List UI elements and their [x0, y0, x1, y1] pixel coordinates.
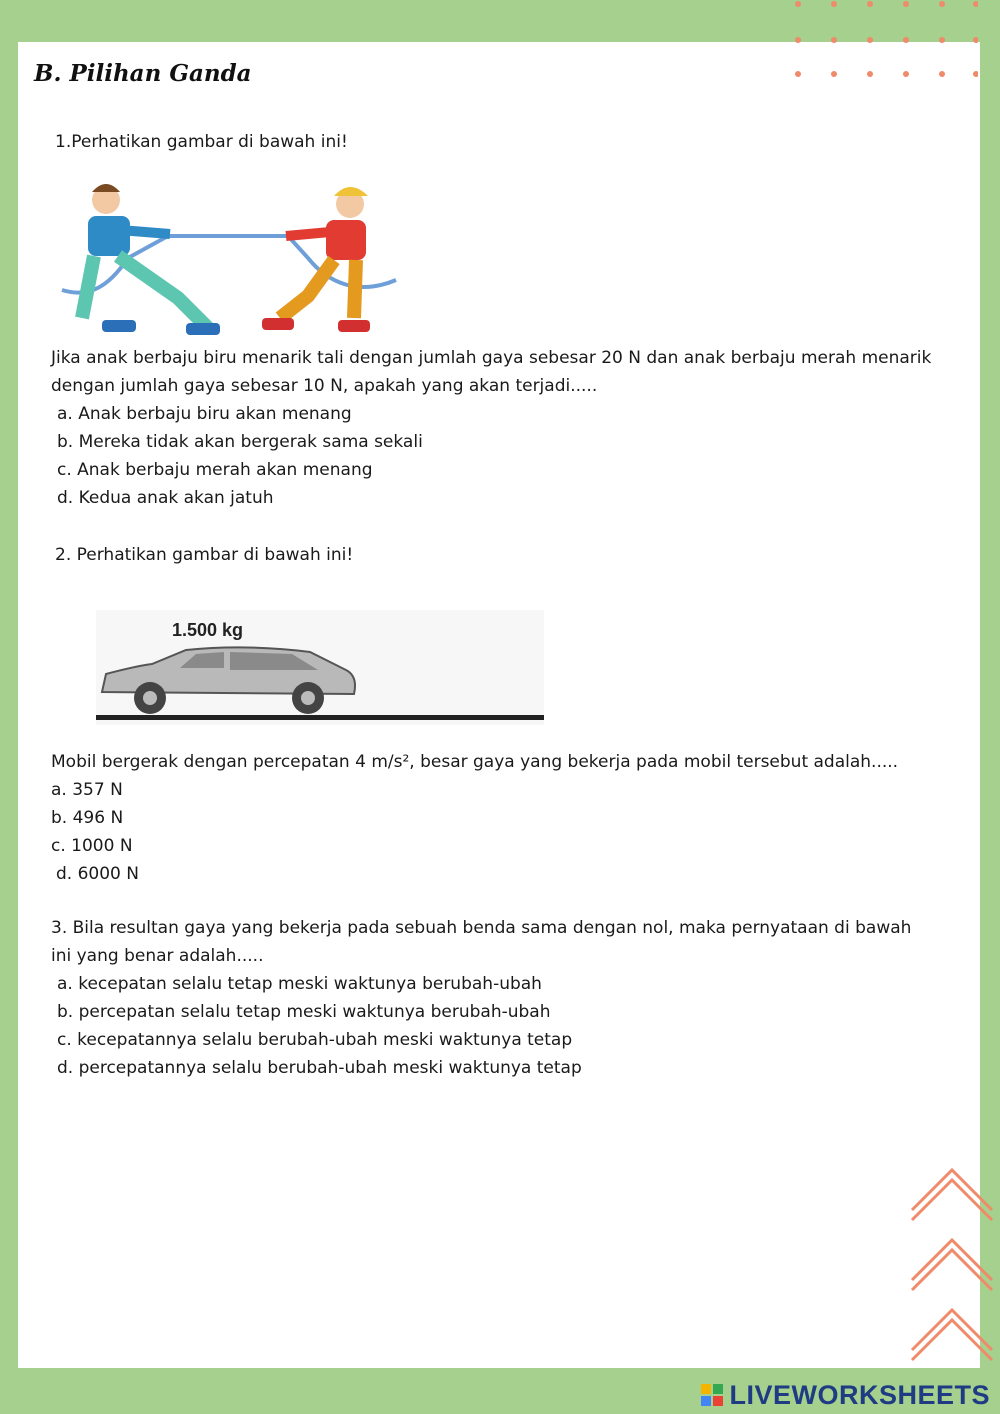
tug-of-war-illustration [58, 178, 400, 343]
car-drawing [96, 610, 544, 725]
question-2-options [51, 776, 951, 888]
question-3-text-line-2: ini yang benar adalah..... [51, 946, 264, 966]
question-3-option-b[interactable]: b. percepatan selalu tetap meski waktunya berubah-ubah [57, 1002, 551, 1022]
question-3-text [51, 914, 951, 970]
question-2-option-b[interactable]: b. 496 N [51, 808, 124, 828]
decorative-dots [778, 0, 978, 80]
question-3-options [57, 970, 957, 1082]
question-2-option-d[interactable]: d. 6000 N [56, 864, 139, 884]
decorative-chevrons [900, 1150, 1000, 1370]
question-1-text [51, 344, 951, 400]
question-3-option-d[interactable]: d. percepatannya selalu berubah-ubah meski waktunya tetap [57, 1058, 582, 1078]
question-1-options [57, 400, 957, 512]
question-1-option-a[interactable]: a. Anak berbaju biru akan menang [57, 404, 352, 424]
car-illustration [96, 610, 544, 725]
question-2-text-line-1: Mobil bergerak dengan percepatan 4 m/s², besar gaya yang bekerja pada mobil tersebut adalah..... [51, 752, 899, 772]
question-1-prompt: 1.Perhatikan gambar di bawah ini! [55, 132, 348, 152]
question-3-option-c[interactable]: c. kecepatannya selalu berubah-ubah meski waktunya tetap [57, 1030, 573, 1050]
liveworksheets-logo-icon [701, 1384, 723, 1406]
car-mass-label: 1.500 kg [172, 620, 244, 640]
question-3-option-a[interactable]: a. kecepatan selalu tetap meski waktunya berubah-ubah [57, 974, 542, 994]
question-1-option-b[interactable]: b. Mereka tidak akan bergerak sama sekali [57, 432, 423, 452]
question-2-option-a[interactable]: a. 357 N [51, 780, 123, 800]
liveworksheets-footer [701, 1380, 990, 1410]
section-title: B. Pilihan Ganda [34, 60, 252, 87]
question-1-text-line-1: Jika anak berbaju biru menarik tali dengan jumlah gaya sebesar 20 N dan anak berbaju merah menarik [51, 348, 932, 368]
liveworksheets-brand: LIVEWORKSHEETS [729, 1379, 990, 1410]
question-2-prompt: 2. Perhatikan gambar di bawah ini! [55, 545, 354, 565]
question-3-text-line-1: 3. Bila resultan gaya yang bekerja pada sebuah benda sama dengan nol, maka pernyataan di bawah [51, 918, 912, 938]
question-2-text [51, 748, 951, 776]
question-1-text-line-2: dengan jumlah gaya sebesar 10 N, apakah yang akan terjadi..... [51, 376, 598, 396]
question-2-option-c[interactable]: c. 1000 N [51, 836, 133, 856]
question-1-option-c[interactable]: c. Anak berbaju merah akan menang [57, 460, 373, 480]
question-1-option-d[interactable]: d. Kedua anak akan jatuh [57, 488, 274, 508]
